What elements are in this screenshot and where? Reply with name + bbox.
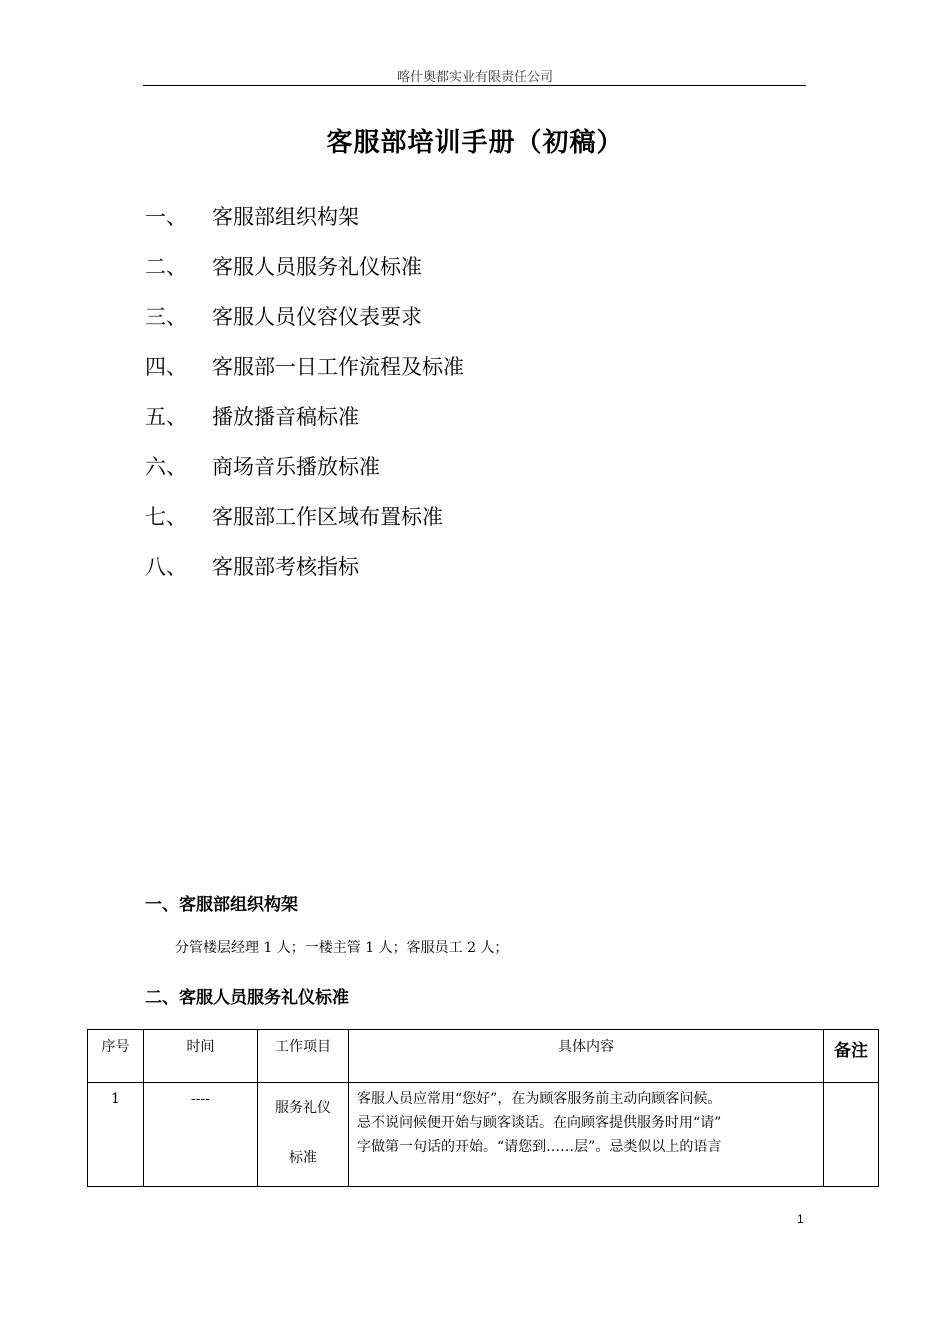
column-header-note: 备注 [824, 1030, 879, 1083]
cell-item-line: 标准 [289, 1150, 317, 1166]
toc-item [145, 198, 464, 248]
table-of-contents [145, 198, 464, 598]
toc-item [145, 348, 464, 398]
section-heading: 一、客服部组织构架 [145, 895, 298, 915]
content-line: 客服人员应常用“您好”，在为顾客服务前主动向顾客问候。 [357, 1091, 722, 1107]
toc-number: 七、 [145, 505, 187, 529]
toc-number: 一、 [145, 205, 187, 229]
content-line: 忌不说问候便开始与顾客谈话。在向顾客提供服务时用“请” [357, 1115, 722, 1131]
etiquette-table [87, 1029, 879, 1187]
toc-number: 二、 [145, 255, 187, 279]
toc-item [145, 448, 464, 498]
toc-number: 八、 [145, 555, 187, 579]
header-company: 喀什奥都实业有限责任公司 [396, 70, 553, 85]
section-paragraph: 分管楼层经理 1 人；一楼主管 1 人；客服员工 2 人； [175, 940, 509, 956]
header-divider [143, 85, 806, 86]
column-header-seq: 序号 [88, 1030, 144, 1083]
column-header-content: 具体内容 [349, 1030, 824, 1083]
toc-label: 客服人员服务礼仪标准 [212, 255, 422, 279]
toc-label: 客服人员仪容仪表要求 [212, 305, 422, 329]
toc-item [145, 298, 464, 348]
cell-time: ---- [144, 1083, 258, 1187]
toc-label: 播放播音稿标准 [212, 405, 359, 429]
toc-number: 三、 [145, 305, 187, 329]
toc-label: 客服部工作区域布置标准 [212, 505, 443, 529]
toc-label: 商场音乐播放标准 [212, 455, 380, 479]
toc-item [145, 498, 464, 548]
table-row [88, 1083, 879, 1187]
cell-content [349, 1083, 824, 1187]
cell-note [824, 1083, 879, 1187]
column-header-item: 工作项目 [258, 1030, 349, 1083]
toc-item [145, 398, 464, 448]
toc-number: 五、 [145, 405, 187, 429]
page-number: 1 [797, 1212, 804, 1226]
column-header-time: 时间 [144, 1030, 258, 1083]
document-title: 客服部培训手册（初稿） [326, 128, 624, 158]
toc-item [145, 248, 464, 298]
table-header-row [88, 1030, 879, 1083]
section-heading: 二、客服人员服务礼仪标准 [145, 988, 349, 1008]
cell-item-line: 服务礼仪 [275, 1100, 331, 1116]
cell-item [258, 1083, 349, 1187]
toc-label: 客服部一日工作流程及标准 [212, 355, 464, 379]
toc-item [145, 548, 464, 598]
content-line: 字做第一句话的开始。“请您到……层”。忌类似以上的语言 [357, 1139, 722, 1155]
toc-label: 客服部组织构架 [212, 205, 359, 229]
cell-seq: 1 [88, 1083, 144, 1187]
toc-label: 客服部考核指标 [212, 555, 359, 579]
toc-number: 四、 [145, 355, 187, 379]
toc-number: 六、 [145, 455, 187, 479]
